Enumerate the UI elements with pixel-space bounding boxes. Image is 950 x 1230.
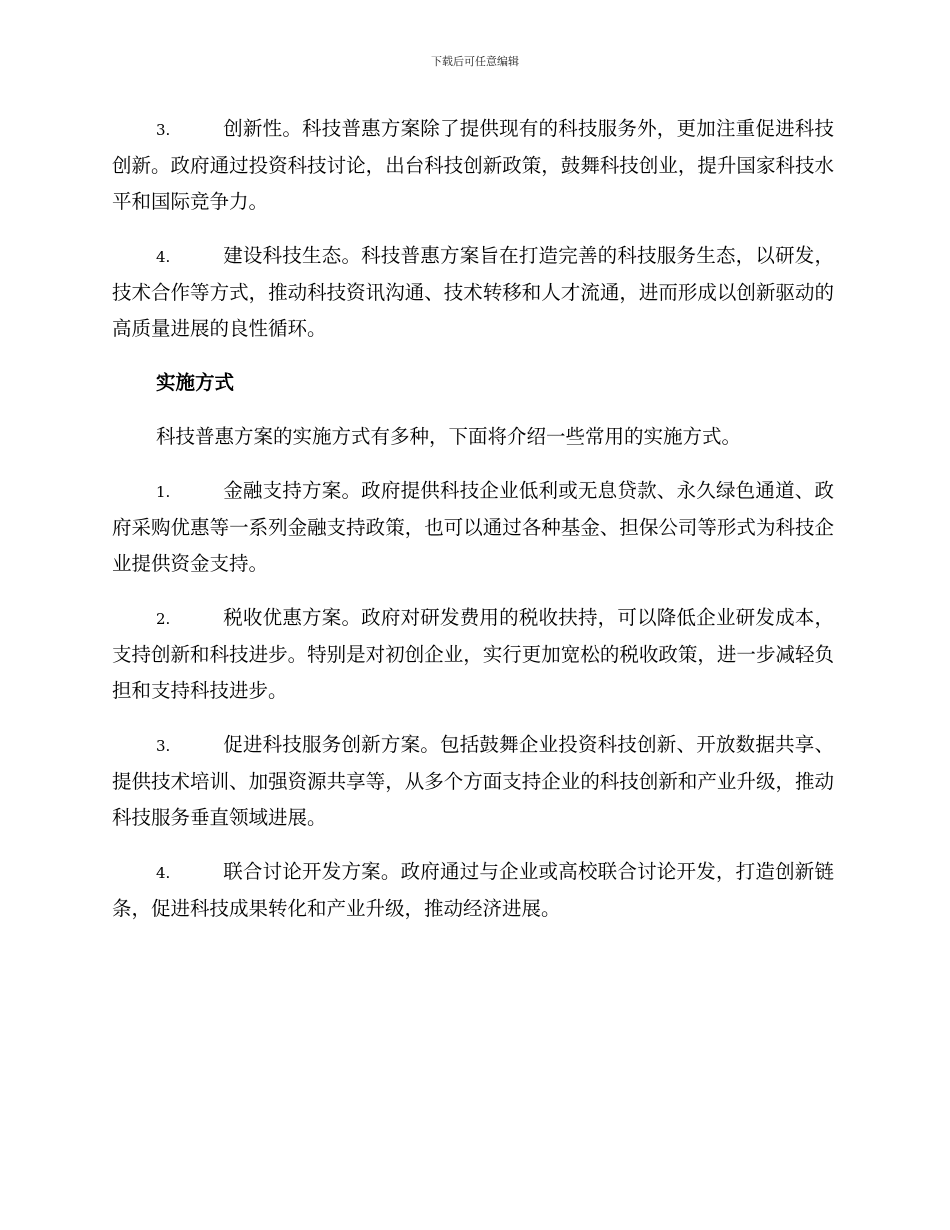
- list-item: [112, 600, 834, 709]
- list-item-text: 创新性。科技普惠方案除了提供现有的科技服务外，更加注重促进科技创新。政府通过投资科技讨论，出台科技创新政策，鼓舞科技创业，提升国家科技水平和国际竞争力。: [112, 117, 834, 213]
- list-item-number: 4.: [156, 864, 171, 882]
- list-item-text: 联合讨论开发方案。政府通过与企业或高校联合讨论开发，打造创新链条，促进科技成果转化和产业升级，推动经济进展。: [112, 860, 834, 920]
- list-item: [112, 111, 834, 220]
- list-item: [112, 727, 834, 836]
- list-item: [112, 238, 834, 347]
- list-item-text: 税收优惠方案。政府对研发费用的税收扶持，可以降低企业研发成本，支持创新和科技进步。特别是对初创企业，实行更加宽松的税收政策，进一步减轻负担和支持科技进步。: [112, 606, 834, 702]
- list-item-text: 促进科技服务创新方案。包括鼓舞企业投资科技创新、开放数据共享、提供技术培训、加强资源共享等，从多个方面支持企业的科技创新和产业升级，推动科技服务垂直领域进展。: [112, 733, 834, 829]
- list-item-number: 3.: [156, 737, 171, 755]
- list-item-number: 2.: [156, 610, 171, 628]
- section-heading: 实施方式: [156, 371, 235, 394]
- document-body: [112, 111, 834, 945]
- list-item-text: 建设科技生态。科技普惠方案旨在打造完善的科技服务生态，以研发，技术合作等方式，推动科技资讯沟通、技术转移和人才流通，进而形成以创新驱动的高质量进展的良性循环。: [112, 244, 834, 340]
- list-item: [112, 854, 834, 927]
- list-item: [112, 473, 834, 582]
- list-item-number: 3.: [156, 121, 171, 139]
- list-item-text: 金融支持方案。政府提供科技企业低利或无息贷款、永久绿色通道、政府采购优惠等一系列金融支持政策，也可以通过各种基金、担保公司等形式为科技企业提供资金支持。: [112, 479, 834, 575]
- list-item-number: 4.: [156, 248, 171, 266]
- list-item-number: 1.: [156, 483, 171, 501]
- section-intro: 科技普惠方案的实施方式有多种，下面将介绍一些常用的实施方式。: [156, 425, 742, 448]
- page-header: 下载后可任意编辑: [431, 55, 519, 68]
